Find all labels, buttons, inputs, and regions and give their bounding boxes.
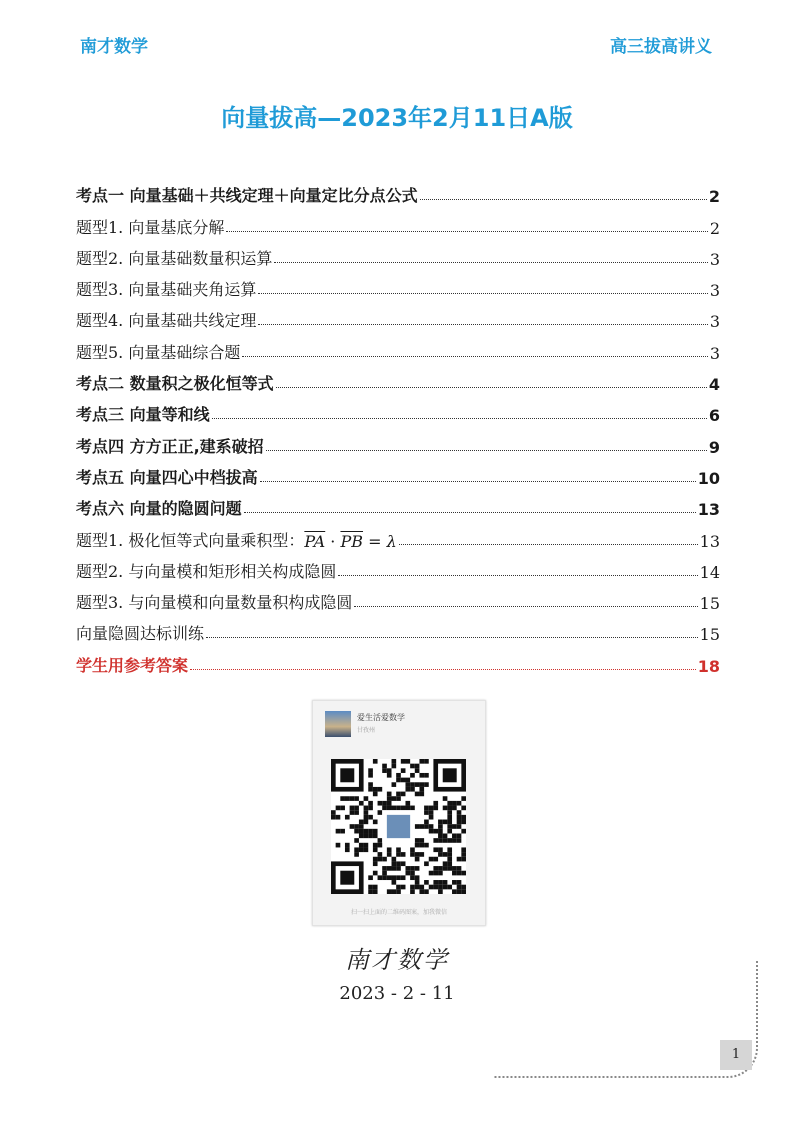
toc-entry-label: 题型1. 向量基底分解 xyxy=(76,217,225,237)
qr-account-name: 爱生活爱数学 xyxy=(357,713,405,722)
table-of-contents xyxy=(76,175,720,676)
header-course-title: 高三拔高讲义 xyxy=(610,37,712,57)
page-number: 1 xyxy=(720,1040,752,1070)
toc-leader-dots xyxy=(276,387,707,388)
page-curl-decoration xyxy=(494,960,758,1078)
toc-entry[interactable] xyxy=(76,394,720,425)
toc-entry-label: 题型4. 向量基础共线定理 xyxy=(76,311,257,331)
toc-entry-label: 考点六 向量的隐圆问题 xyxy=(76,499,242,519)
toc-entry-page: 15 xyxy=(699,625,720,645)
toc-entry-label: 学生用参考答案 xyxy=(76,655,189,675)
toc-entry-label: 考点一 向量基础＋共线定理＋向量定比分点公式 xyxy=(76,186,418,206)
toc-leader-dots xyxy=(244,512,696,513)
toc-entry-page: 9 xyxy=(708,437,720,457)
toc-entry-label: 题型3. 与向量模和向量数量积构成隐圆 xyxy=(76,593,353,613)
toc-entry-page: 13 xyxy=(697,500,720,520)
header-brand: 南才数学 xyxy=(80,37,148,57)
avatar xyxy=(325,711,351,737)
toc-entry-page: 3 xyxy=(709,312,720,332)
toc-entry-label: 考点三 向量等和线 xyxy=(76,405,210,425)
toc-leader-dots xyxy=(274,262,707,263)
toc-entry-label: 题型1. 极化恒等式向量乘积型： xyxy=(76,530,305,550)
toc-entry-label: 题型2. 与向量模和矩形相关构成隐圆 xyxy=(76,561,337,581)
toc-entry-label: 向量隐圆达标训练 xyxy=(76,624,205,644)
toc-leader-dots xyxy=(242,356,707,357)
toc-entry[interactable] xyxy=(76,644,720,675)
toc-entry-label: 题型2. 向量基础数量积运算 xyxy=(76,248,273,268)
toc-entry-page: 10 xyxy=(697,468,720,488)
toc-leader-dots xyxy=(258,324,707,325)
toc-leader-dots xyxy=(399,544,698,545)
toc-leader-dots xyxy=(354,606,697,607)
toc-entry-page: 3 xyxy=(709,249,720,269)
toc-entry-page: 14 xyxy=(699,562,720,582)
brand-signature: 南才数学 xyxy=(345,946,449,974)
wechat-qr-card xyxy=(312,700,486,926)
toc-leader-dots xyxy=(190,669,696,670)
qr-footer-text: 扫一扫上面的二维码图案，加我微信 xyxy=(350,909,447,916)
toc-entry-formula xyxy=(304,532,396,551)
toc-entry-page: 6 xyxy=(708,406,720,426)
toc-leader-dots xyxy=(206,637,698,638)
toc-entry[interactable] xyxy=(76,238,720,269)
toc-leader-dots xyxy=(260,481,696,482)
qr-code-icon xyxy=(331,759,466,894)
toc-leader-dots xyxy=(266,450,707,451)
toc-entry-page: 2 xyxy=(708,187,720,207)
toc-entry-page: 15 xyxy=(699,594,720,614)
formula-part: λ xyxy=(386,531,397,551)
toc-entry[interactable] xyxy=(76,519,720,550)
toc-entry[interactable] xyxy=(76,269,720,300)
qr-account-region: 甘孜州 xyxy=(357,727,376,734)
toc-entry[interactable] xyxy=(76,363,720,394)
toc-entry-page: 13 xyxy=(699,531,720,551)
toc-leader-dots xyxy=(212,418,707,419)
document-date: 2023 - 2 - 11 xyxy=(339,983,455,1004)
toc-entry-label: 题型5. 向量基础综合题 xyxy=(76,342,241,362)
toc-entry-page: 3 xyxy=(709,281,720,301)
toc-entry[interactable] xyxy=(76,425,720,456)
formula-part: = xyxy=(363,531,387,551)
page-title: 向量拔高—2023年2月11日A版 xyxy=(221,104,573,132)
toc-leader-dots xyxy=(226,231,707,232)
toc-entry-label: 题型3. 向量基础夹角运算 xyxy=(76,280,257,300)
toc-leader-dots xyxy=(258,293,707,294)
toc-entry-page: 2 xyxy=(709,218,720,238)
toc-entry[interactable] xyxy=(76,613,720,644)
toc-entry[interactable] xyxy=(76,331,720,362)
formula-part: · xyxy=(325,531,341,551)
toc-entry-page: 4 xyxy=(708,375,720,395)
toc-entry[interactable] xyxy=(76,300,720,331)
toc-entry-label: 考点五 向量四心中档拔高 xyxy=(76,467,258,487)
toc-entry-page: 18 xyxy=(697,656,720,676)
toc-entry[interactable] xyxy=(76,551,720,582)
toc-entry-label: 考点四 方方正正,建系破招 xyxy=(76,436,264,456)
toc-entry[interactable] xyxy=(76,488,720,519)
formula-part: $\overline{PA}$ xyxy=(304,531,326,551)
toc-entry-label: 考点二 数量积之极化恒等式 xyxy=(76,374,274,394)
toc-entry-page: 3 xyxy=(709,343,720,363)
toc-entry[interactable] xyxy=(76,457,720,488)
formula-part: $\overline{PB}$ xyxy=(340,531,364,551)
toc-leader-dots xyxy=(338,575,697,576)
toc-leader-dots xyxy=(420,199,707,200)
toc-entry[interactable] xyxy=(76,175,720,206)
toc-entry[interactable] xyxy=(76,582,720,613)
toc-entry[interactable] xyxy=(76,206,720,237)
